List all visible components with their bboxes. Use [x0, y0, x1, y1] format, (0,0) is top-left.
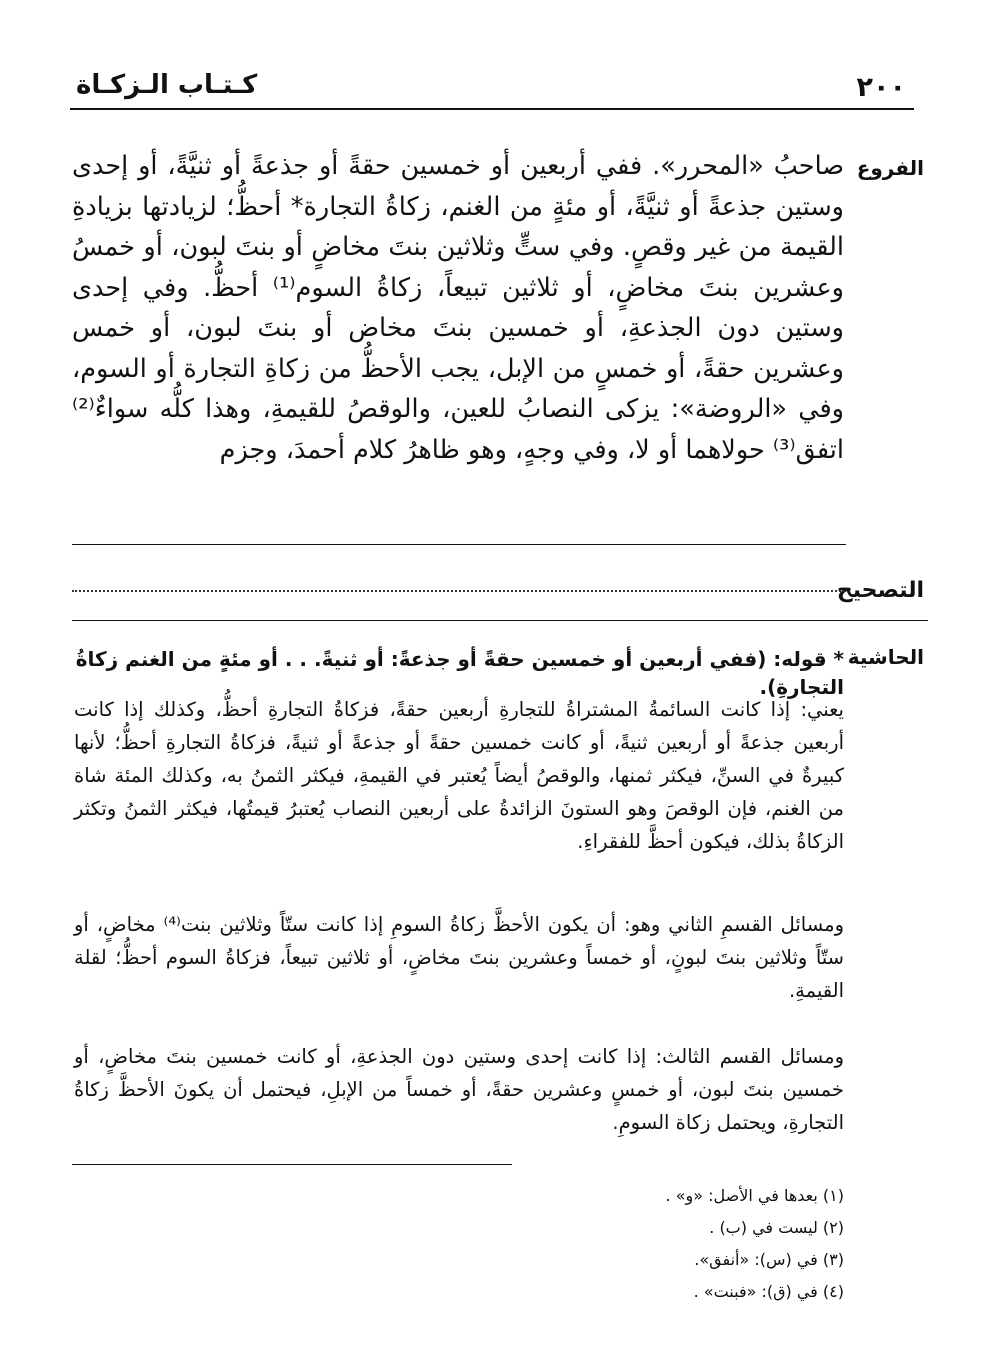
main-text-rule — [72, 544, 846, 545]
footnote: (١) بعدها في الأصل: «و» . — [665, 1186, 844, 1205]
main-text: صاحبُ «المحرر». ففي أربعين أو خمسين حقةً أو جذعةً أو ثنيَّةً، أو إحدى وستين جذعةً أو ثنيَّةً، أو مئةٍ من الغنم، زكاةُ التجارة* أحظُّ؛ لزيادتها بزيادةِ القيمة من غير وقصٍ. وفي ستٍّ وثلاثين بنتَ مخاضٍ أو بنتَ لبون، أو خمسُ وعشرين بنتَ مخاضٍ، أو ثلاثين تبيعاً، زكاةُ السوم⁽¹⁾ أحظُّ. وفي إحدى وستين دون الجذعةِ، أو خمسين بنتَ مخاض أو بنتَ لبون، أو خمس وعشرين حقةً، أو خمسٍ من الإبل، يجب الأحظُّ من زكاةِ التجارة أو السوم، وفي «الروضة»: يزكى النصابُ للعين، والوقصُ للقيمةِ، وهذا كلُّه سواءٌ⁽²⁾ اتفق⁽³⁾ حولاهما أو لا، وفي وجهٍ، وهو ظاهرُ كلام أحمدَ، وجزم — [72, 151, 844, 465]
hashiya-label: الحاشية — [847, 645, 924, 669]
hashiya-heading: * قوله: (ففي أربعين أو خمسين حقةً أو جذعةً: أو ثنيةً. . . أو مئةٍ من الغنم زكاةُ التجارةِ). — [75, 647, 844, 699]
tashih-rule — [72, 620, 928, 621]
footnote-rule — [72, 1164, 512, 1165]
footnote: (٣) في (س): «أنفق». — [694, 1250, 844, 1269]
footnote: (٢) ليست في (ب) . — [709, 1218, 844, 1237]
hashiya-paragraph: ومسائل القسم الثالث: إذا كانت إحدى وستين دون الجذعةِ، أو كانت خمسين بنتَ مخاضٍ، أو خمسين بنتَ لبون، أو خمسٍ وعشرين حقةً، أو خمساً من الإبلِ، فيحتمل أن يكونَ الأحظَّ زكاةُ التجارةِ، ويحتمل زكاة السومِ. — [74, 1045, 844, 1134]
footnotes-list — [444, 1180, 844, 1308]
book-title: كـتـاب الـزكـاة — [76, 70, 258, 100]
tashih-label: التصحيح — [836, 578, 924, 603]
page-number: ٢٠٠ — [856, 72, 906, 103]
hashiya-paragraph: يعني: إذا كانت السائمةُ المشتراةُ للتجارةِ أربعين حقةً، فزكاةُ التجارةِ أحظُّ، وكذلك إذا كانت أربعين جذعةً أو أربعين ثنيةً، أو كانت خمسين حقةً أو جذعةً أو ثنيةً، فزكاةُ التجارةِ أحظُّ؛ لأنها كبيرةٌ في السنِّ، فيكثر ثمنها، والوقصُ أيضاً يُعتبر في القيمةِ، فيكثر الثمنُ به، وكذلك المئة شاة من الغنم، فإن الوقصَ وهو الستونَ الزائدةُ على أربعين النصاب يُعتبرُ قيمتُها، فيكثر الثمنُ وتكثر الزكاةُ بذلك، فيكون أحظَّ للفقراءِ. — [74, 698, 844, 853]
tashih-dotted-line — [72, 590, 844, 592]
running-header — [70, 70, 914, 110]
footnote: (٤) في (ق): «فبنت» . — [693, 1282, 844, 1301]
hashiya-paragraph: ومسائل القسمِ الثاني وهو: أن يكون الأحظَّ زكاةُ السومِ إذا كانت ستّاً وثلاثين بنت⁽⁴⁾ مخاضٍ، أو ستّاً وثلاثين بنتَ لبونٍ، أو خمساً وعشرين بنتَ مخاضٍ، أو ثلاثين تبيعاً، فزكاةُ السوم أحظُّ؛ لقلة القيمةِ. — [74, 913, 844, 1002]
furu-label: الفروع — [856, 156, 924, 180]
